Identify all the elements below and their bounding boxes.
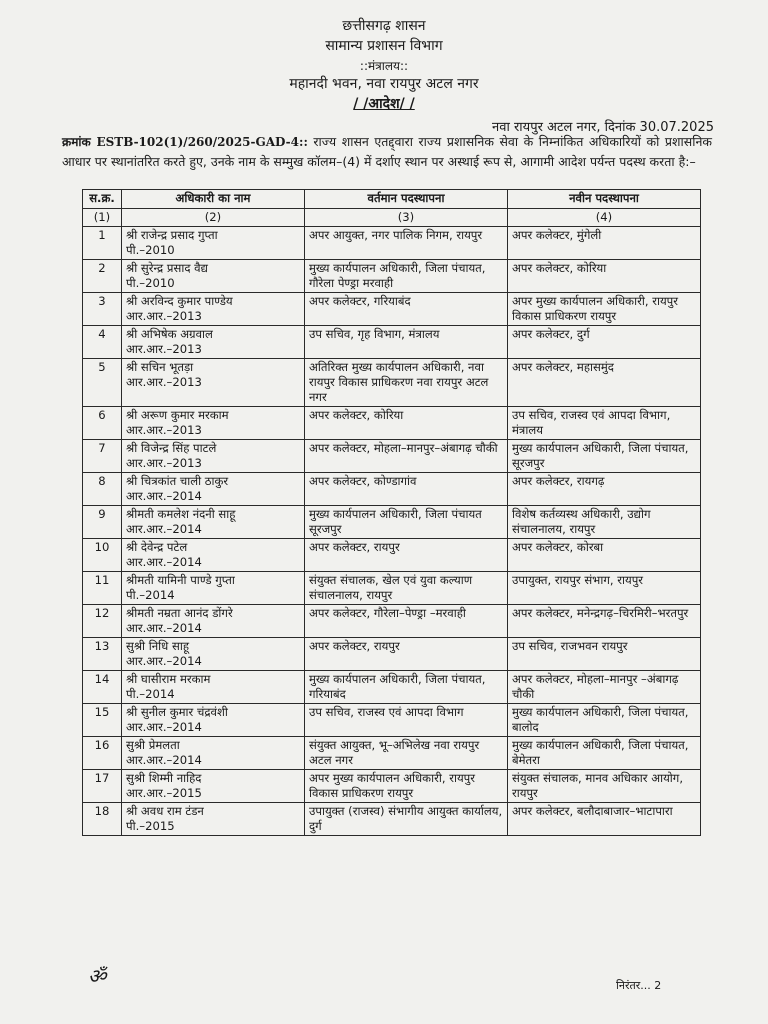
new-posting: अपर कलेक्टर, मुंगेली: [508, 227, 701, 260]
new-posting: मुख्य कार्यपालन अधिकारी, जिला पंचायत, बेमेतरा: [508, 737, 701, 770]
officer-batch: आर.आर.–2014: [126, 720, 202, 734]
header-government: छत्तीसगढ़ शासन: [342, 18, 426, 34]
table-row: [83, 770, 701, 803]
officer-name: सुश्री प्रेमलता: [126, 738, 180, 752]
officer-name: श्रीमती नम्रता आनंद डोंगरे: [126, 606, 233, 620]
new-posting: अपर कलेक्टर, मोहला–मानपुर –अंबागढ़ चौकी: [508, 671, 701, 704]
current-posting: अपर कलेक्टर, कोण्डागांव: [305, 473, 508, 506]
serial-number: 15: [83, 704, 122, 737]
new-posting: अपर कलेक्टर, कोरिया: [508, 260, 701, 293]
order-intro: [62, 132, 712, 171]
header-new-posting: नवीन पदस्थापना: [508, 190, 701, 209]
current-posting: उप सचिव, गृह विभाग, मंत्रालय: [305, 326, 508, 359]
current-posting: अपर कलेक्टर, रायपुर: [305, 638, 508, 671]
officer-batch: आर.आर.–2014: [126, 522, 202, 536]
order-number: क्रमांक ESTB-102(1)/260/2025-GAD-4::: [62, 135, 308, 149]
current-posting: मुख्य कार्यपालन अधिकारी, जिला पंचायत सूरजपुर: [305, 506, 508, 539]
header-department: सामान्य प्रशासन विभाग: [325, 38, 443, 54]
serial-number: 11: [83, 572, 122, 605]
officer-batch: आर.आर.–2014: [126, 489, 202, 503]
officer-cell: [122, 803, 305, 836]
officer-cell: [122, 704, 305, 737]
col-number-3: (3): [305, 209, 508, 227]
table-row: [83, 671, 701, 704]
continued-note: निरंतर... 2: [616, 979, 662, 992]
current-posting: अपर कलेक्टर, रायपुर: [305, 539, 508, 572]
officer-batch: पी.–2010: [126, 243, 175, 257]
officer-batch: पी.–2014: [126, 687, 175, 701]
officer-batch: पी.–2014: [126, 588, 175, 602]
serial-number: 18: [83, 803, 122, 836]
officer-batch: आर.आर.–2014: [126, 555, 202, 569]
officer-cell: [122, 326, 305, 359]
current-posting: मुख्य कार्यपालन अधिकारी, जिला पंचायत, गरियाबंद: [305, 671, 508, 704]
serial-number: 12: [83, 605, 122, 638]
officer-name: श्री अवध राम टंडन: [126, 804, 204, 818]
current-posting: उपायुक्त (राजस्व) संभागीय आयुक्त कार्यालय, दुर्ग: [305, 803, 508, 836]
new-posting: विशेष कर्तव्यस्थ अधिकारी, उद्योग संचालनालय, रायपुर: [508, 506, 701, 539]
officer-name: श्रीमती यामिनी पाण्डे गुप्ता: [126, 573, 235, 587]
officer-cell: [122, 770, 305, 803]
current-posting: उप सचिव, राजस्व एवं आपदा विभाग: [305, 704, 508, 737]
officer-name: श्री सुनील कुमार चंद्रवंशी: [126, 705, 228, 719]
current-posting: अतिरिक्त मुख्य कार्यपालन अधिकारी, नवा रायपुर विकास प्राधिकरण नवा रायपुर अटल नगर: [305, 359, 508, 407]
officer-cell: [122, 539, 305, 572]
table-row: [83, 473, 701, 506]
col-number-4: (4): [508, 209, 701, 227]
serial-number: 7: [83, 440, 122, 473]
serial-number: 6: [83, 407, 122, 440]
serial-number: 17: [83, 770, 122, 803]
officer-name: श्री देवेन्द्र पटेल: [126, 540, 188, 554]
officer-name: श्री सचिन भूतड़ा: [126, 360, 194, 374]
officer-cell: [122, 293, 305, 326]
officer-name: श्री विजेन्द्र सिंह पाटले: [126, 441, 217, 455]
new-posting: उपायुक्त, रायपुर संभाग, रायपुर: [508, 572, 701, 605]
header-current-posting: वर्तमान पदस्थापना: [305, 190, 508, 209]
officer-cell: [122, 605, 305, 638]
header-serial: स.क्र.: [83, 190, 122, 209]
officer-batch: आर.आर.–2014: [126, 621, 202, 635]
order-text: राज्य शासन एतद्द्वारा राज्य प्रशासनिक सेवा के निम्नांकित अधिकारियों को प्रशासनिक आधार पर स्थानांतरित करते हुए, उनके नाम के सम्मुख कॉलम–(4) में दर्शाए स्थान पर अस्थाई रूप से, आगामी आदेश पर्यन्त पदस्थ करता है:–: [62, 134, 713, 169]
new-posting: अपर कलेक्टर, महासमुंद: [508, 359, 701, 407]
table-row: [83, 737, 701, 770]
officer-name: सुश्री शिम्मी नाहिद: [126, 771, 202, 785]
serial-number: 3: [83, 293, 122, 326]
officer-cell: [122, 506, 305, 539]
officer-name: श्री चित्रकांत चाली ठाकुर: [126, 474, 229, 488]
new-posting: अपर कलेक्टर, कोरबा: [508, 539, 701, 572]
officer-cell: [122, 227, 305, 260]
table-row: [83, 572, 701, 605]
new-posting: अपर कलेक्टर, मनेन्द्रगढ़–चिरमिरी–भरतपुर: [508, 605, 701, 638]
officer-cell: [122, 473, 305, 506]
current-posting: अपर मुख्य कार्यपालन अधिकारी, रायपुर विकास प्राधिकरण रायपुर: [305, 770, 508, 803]
current-posting: मुख्य कार्यपालन अधिकारी, जिला पंचायत, गौरेला पेण्ड्रा मरवाही: [305, 260, 508, 293]
officer-cell: [122, 737, 305, 770]
officer-batch: आर.आर.–2015: [126, 786, 202, 800]
signature-mark: ॐ: [88, 964, 107, 988]
officer-batch: आर.आर.–2013: [126, 342, 202, 356]
current-posting: संयुक्त आयुक्त, भू–अभिलेख नवा रायपुर अटल नगर: [305, 737, 508, 770]
serial-number: 13: [83, 638, 122, 671]
header-address: महानदी भवन, नवा रायपुर अटल नगर: [289, 76, 479, 92]
new-posting: मुख्य कार्यपालन अधिकारी, जिला पंचायत, सूरजपुर: [508, 440, 701, 473]
new-posting: अपर मुख्य कार्यपालन अधिकारी, रायपुर विकास प्राधिकरण रायपुर: [508, 293, 701, 326]
col-number-1: (1): [83, 209, 122, 227]
current-posting: अपर कलेक्टर, कोरिया: [305, 407, 508, 440]
serial-number: 10: [83, 539, 122, 572]
new-posting: मुख्य कार्यपालन अधिकारी, जिला पंचायत, बालोद: [508, 704, 701, 737]
current-posting: अपर कलेक्टर, गरियाबंद: [305, 293, 508, 326]
serial-number: 5: [83, 359, 122, 407]
column-number-row: [83, 209, 701, 227]
officer-cell: [122, 407, 305, 440]
officer-name: सुश्री निधि साहू: [126, 639, 189, 653]
officer-batch: आर.आर.–2014: [126, 753, 202, 767]
header-ministry: ::मंत्रालय::: [359, 59, 409, 73]
serial-number: 2: [83, 260, 122, 293]
header-order-title: / /आदेश/ /: [353, 96, 415, 112]
officer-name: श्री राजेन्द्र प्रसाद गुप्ता: [126, 228, 218, 242]
table-row: [83, 440, 701, 473]
current-posting: अपर कलेक्टर, मोहला–मानपुर–अंबागढ़ चौकी: [305, 440, 508, 473]
table-header-row: [83, 190, 701, 209]
officer-name: श्री घासीराम मरकाम: [126, 672, 211, 686]
serial-number: 16: [83, 737, 122, 770]
officer-batch: आर.आर.–2013: [126, 456, 202, 470]
table-row: [83, 704, 701, 737]
new-posting: संयुक्त संचालक, मानव अधिकार आयोग, रायपुर: [508, 770, 701, 803]
table-row: [83, 605, 701, 638]
table-body: [83, 209, 701, 836]
current-posting: अपर आयुक्त, नगर पालिक निगम, रायपुर: [305, 227, 508, 260]
officer-cell: [122, 638, 305, 671]
serial-number: 14: [83, 671, 122, 704]
new-posting: अपर कलेक्टर, बलौदाबाजार–भाटापारा: [508, 803, 701, 836]
officer-name: श्रीमती कमलेश नंदनी साहू: [126, 507, 236, 521]
officer-batch: आर.आर.–2013: [126, 309, 202, 323]
new-posting: उप सचिव, राजभवन रायपुर: [508, 638, 701, 671]
table-row: [83, 638, 701, 671]
table-row: [83, 326, 701, 359]
table-row: [83, 227, 701, 260]
officer-name: श्री सुरेन्द्र प्रसाद वैद्य: [126, 261, 208, 275]
header-officer-name: अधिकारी का नाम: [122, 190, 305, 209]
transfer-table: [82, 189, 701, 836]
officer-name: श्री अभिषेक अग्रवाल: [126, 327, 213, 341]
officer-cell: [122, 572, 305, 605]
officer-cell: [122, 260, 305, 293]
officer-name: श्री अरविन्द कुमार पाण्डेय: [126, 294, 233, 308]
new-posting: अपर कलेक्टर, दुर्ग: [508, 326, 701, 359]
table-row: [83, 359, 701, 407]
date-line: नवा रायपुर अटल नगर, दिनांक 30.07.2025: [492, 120, 714, 135]
officer-cell: [122, 440, 305, 473]
serial-number: 4: [83, 326, 122, 359]
table-row: [83, 293, 701, 326]
officer-name: श्री अरूण कुमार मरकाम: [126, 408, 229, 422]
serial-number: 8: [83, 473, 122, 506]
table-row: [83, 539, 701, 572]
officer-batch: आर.आर.–2014: [126, 654, 202, 668]
officer-cell: [122, 359, 305, 407]
officer-batch: आर.आर.–2013: [126, 375, 202, 389]
col-number-2: (2): [122, 209, 305, 227]
serial-number: 9: [83, 506, 122, 539]
officer-batch: आर.आर.–2013: [126, 423, 202, 437]
table-row: [83, 803, 701, 836]
table-row: [83, 260, 701, 293]
current-posting: संयुक्त संचालक, खेल एवं युवा कल्याण संचालनालय, रायपुर: [305, 572, 508, 605]
new-posting: उप सचिव, राजस्व एवं आपदा विभाग, मंत्रालय: [508, 407, 701, 440]
current-posting: अपर कलेक्टर, गौरेला–पेण्ड्रा –मरवाही: [305, 605, 508, 638]
new-posting: अपर कलेक्टर, रायगढ़: [508, 473, 701, 506]
table-row: [83, 506, 701, 539]
officer-batch: पी.–2015: [126, 819, 175, 833]
officer-batch: पी.–2010: [126, 276, 175, 290]
table-row: [83, 407, 701, 440]
officer-cell: [122, 671, 305, 704]
serial-number: 1: [83, 227, 122, 260]
